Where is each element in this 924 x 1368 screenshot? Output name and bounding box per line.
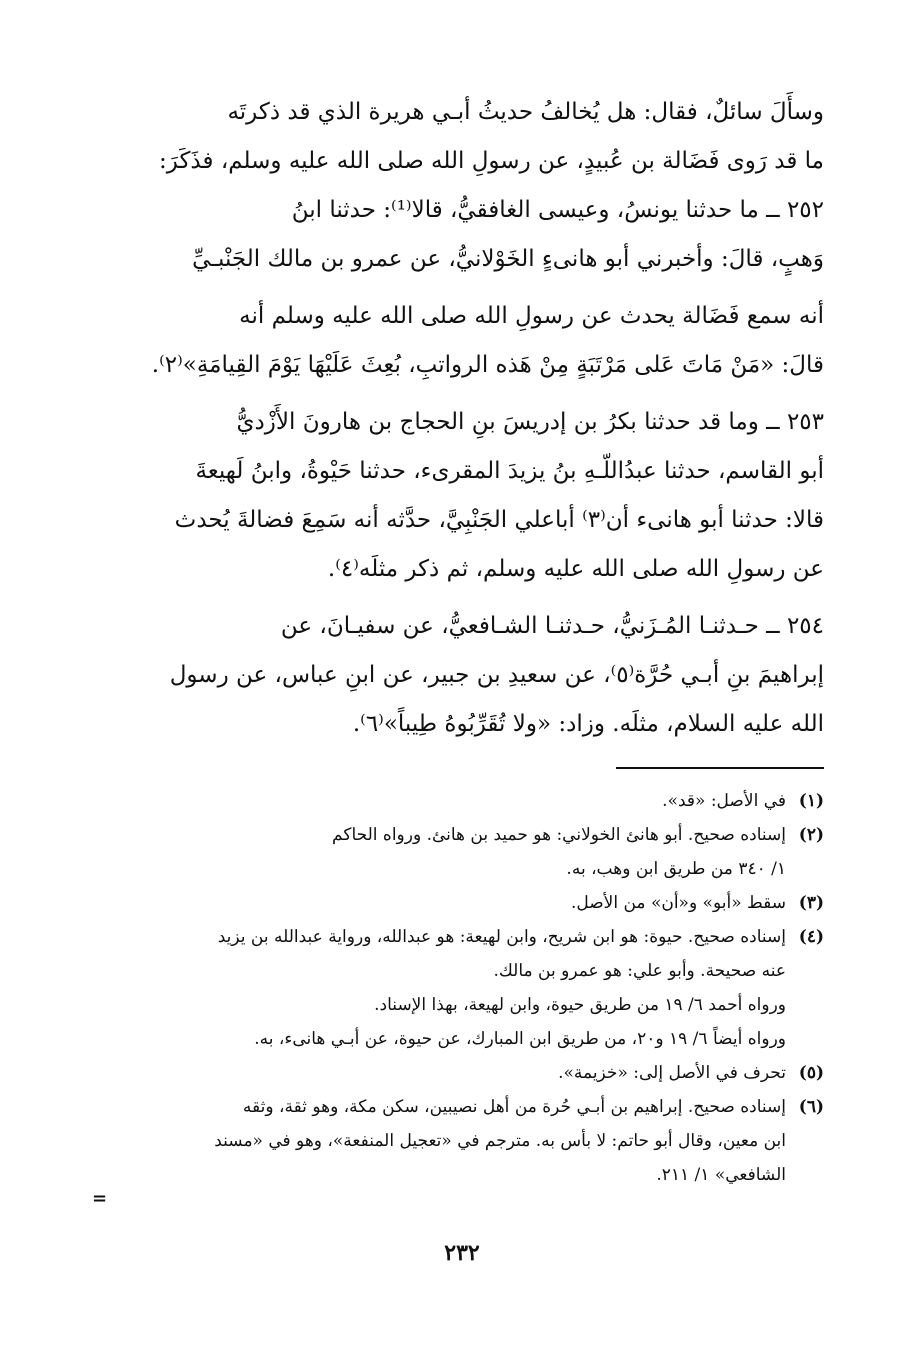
continuation-mark: =	[92, 1188, 108, 1209]
paragraph-252-continued	[110, 292, 824, 390]
paragraph-1	[110, 88, 824, 186]
text-line: الله عليه السلام، مثلَه. وزاد: «ولا تُقَرِّبُوهُ طِيباً»⁽٦⁾.	[352, 711, 824, 737]
text-line: ما قد رَوى فَضَالة بن عُبيدٍ، عن رسولِ الله صلى الله عليه وسلم، فذَكَرَ:	[159, 148, 824, 174]
text-line: أبو القاسم، حدثنا عبدُاللّـهِ بنُ يزيدَ المقرىء، حدثنا حَيْوةُ، وابنُ لَهيعةَ	[195, 458, 824, 484]
text-line: إبراهيمَ بنِ أبـي حُرَّة⁽٥⁾، عن سعيدِ بن جبير، عن ابنِ عباس، عن رسول	[169, 662, 824, 688]
footnotes	[110, 784, 824, 1192]
footnote-line: في الأصل: «قد».	[662, 791, 786, 811]
footnote-number: (٥)	[798, 1063, 824, 1083]
footnote-number: (٣)	[798, 893, 824, 913]
footnote-number: (٢)	[798, 825, 824, 845]
footnote-number: (٤)	[798, 927, 824, 947]
text-line: قالا: حدثنا أبو هانىء أن⁽٣⁾ أباعلي الجَنْبِيَّ، حدَّثه أنه سَمِعَ فضالةَ يُحدث	[174, 507, 824, 533]
page-number: ٢٣٢	[444, 1240, 480, 1266]
footnote-6	[110, 1090, 824, 1192]
paragraph-253	[110, 398, 824, 594]
footnote-text	[110, 886, 786, 920]
paragraph-254	[110, 602, 824, 749]
text-line: ٢٥٤ ــ حـدثنـا المُـزَنيُّ، حـدثنـا الشـافعيُّ، عن سفيـانَ، عن	[280, 613, 824, 639]
footnote-line: ورواه أحمد ٦/ ١٩ من طريق حيوة، وابن لهيعة، بهذا الإسناد.	[374, 995, 786, 1015]
text-line: عن رسولِ الله صلى الله عليه وسلم، ثم ذكر مثلَه⁽٤⁾.	[327, 556, 824, 582]
text-line: ٢٥٣ ــ وما قد حدثنا بكرُ بن إدريسَ بنِ الحجاج بن هارونَ الأَزْديُّ	[236, 409, 824, 435]
text-line: ٢٥٢ ــ ما حدثنا يونسُ، وعيسى الغافقيُّ، قالا⁽¹⁾: حدثنا ابنُ	[291, 197, 824, 223]
footnote-line: إسناده صحيح. إبراهيم بن أبـي حُرة من أهل نصيبين، سكن مكة، وهو ثقة، وثقه	[242, 1097, 786, 1117]
footnote-line: إسناده صحيح. حيوة: هو ابن شريح، وابن لهيعة: هو عبدالله، ورواية عبدالله بن يزيد	[217, 927, 786, 947]
footnote-divider	[616, 767, 824, 769]
footnote-2	[110, 818, 824, 886]
footnote-text	[110, 784, 786, 818]
paragraph-252	[110, 186, 824, 284]
footnote-3	[110, 886, 824, 920]
footnote-text	[110, 1056, 786, 1090]
footnote-text	[110, 920, 786, 1056]
footnote-number: (٦)	[798, 1097, 824, 1117]
footnote-number: (١)	[798, 791, 824, 811]
footnote-line: تحرف في الأصل إلى: «خزيمة».	[558, 1063, 786, 1083]
footnote-line: ١/ ٣٤٠ من طريق ابن وهب، به.	[566, 859, 786, 879]
text-line: وسأَلَ سائلٌ، فقال: هل يُخالفُ حديثُ أبـي هريرة الذي قد ذكرتَه	[227, 99, 824, 125]
footnote-line: الشافعي» ١/ ٢١١.	[656, 1165, 786, 1185]
footnote-5	[110, 1056, 824, 1090]
text-line: وَهبٍ، قالَ: وأخبرني أبو هانىءٍ الخَوْلانيُّ، عن عمرو بن مالك الجَنْبـيِّ	[192, 246, 824, 272]
text-line: قالَ: «مَنْ مَاتَ عَلى مَرْتَبَةٍ مِنْ هَذه الرواتبِ، بُعِثَ عَلَيْهَا يَوْمَ القِيامَةِ»⁽٢⁾.	[151, 352, 824, 378]
footnote-line: إسناده صحيح. أبو هانئ الخولاني: هو حميد بن هانئ. ورواه الحاكم	[332, 825, 786, 845]
footnote-line: ابن معين، وقال أبو حاتم: لا بأس به. مترجم في «تعجيل المنفعة»، وهو في «مسند	[214, 1131, 786, 1151]
footnote-text	[110, 818, 786, 886]
footnote-line: سقط «أبو» و«أن» من الأصل.	[570, 893, 786, 913]
footnote-line: ورواه أيضاً ٦/ ١٩ و٢٠، من طريق ابن المبارك، عن حيوة، عن أبـي هانىء، به.	[254, 1029, 786, 1049]
text-line: أنه سمع فَضَالة يحدث عن رسولِ الله صلى الله عليه وسلم أنه	[239, 303, 824, 329]
main-text	[110, 88, 824, 749]
footnote-line: عنه صحيحة. وأبو علي: هو عمرو بن مالك.	[493, 961, 786, 981]
footnote-4	[110, 920, 824, 1056]
footnote-text	[110, 1090, 786, 1192]
footnote-1	[110, 784, 824, 818]
